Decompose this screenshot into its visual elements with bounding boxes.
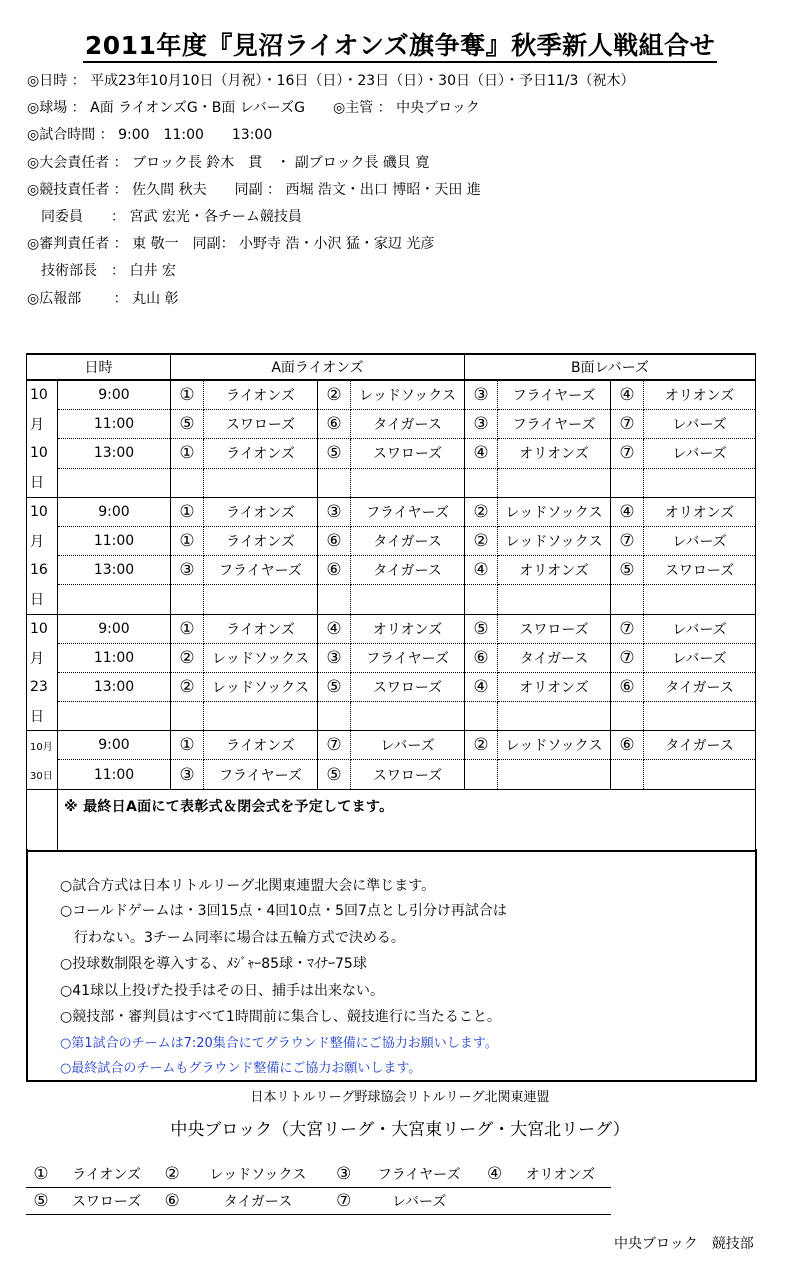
team-name: レッドソックス: [498, 497, 611, 526]
day-label: 10: [27, 380, 58, 410]
legend-team: オリオンズ: [510, 1161, 611, 1188]
team-name: ライオンズ: [204, 380, 318, 410]
team-number: ②: [171, 672, 204, 701]
day-label: 16: [27, 556, 58, 585]
team-name: [351, 468, 465, 497]
schedule-table: [26, 353, 756, 852]
header-court-b: B面レバーズ: [465, 354, 756, 380]
team-number: [318, 468, 351, 497]
day-label: 10: [27, 614, 58, 643]
ceremony-note-text: ※ 最終日A面にて表彰式＆閉会式を予定してます。: [64, 798, 394, 815]
schedule-row: [27, 439, 756, 468]
time-cell: 13:00: [58, 556, 171, 585]
team-number: ③: [465, 410, 498, 439]
team-number: ⑤: [465, 614, 498, 643]
legend-team: ライオンズ: [56, 1161, 157, 1188]
legend-number: ②: [157, 1161, 187, 1188]
info-pr: ◎広報部 ： 丸山 彰: [27, 290, 179, 307]
header-court-a: A面ライオンズ: [171, 354, 465, 380]
league-association: 日本リトルリーグ野球協会リトルリーグ北関東連盟: [250, 1090, 550, 1105]
time-cell: 11:00: [58, 643, 171, 672]
team-number: [318, 702, 351, 731]
team-name: [644, 702, 756, 731]
schedule-row: [27, 702, 756, 731]
team-number: [465, 702, 498, 731]
team-number: ④: [465, 672, 498, 701]
team-name: [644, 585, 756, 614]
schedule-row: [27, 614, 756, 643]
team-number: [318, 585, 351, 614]
rule-line: 行わない。3チーム同率に場合は五輪方式で決める。: [60, 930, 405, 946]
team-name: レッドソックス: [498, 731, 611, 760]
team-number: ⑤: [171, 410, 204, 439]
team-name: オリオンズ: [644, 497, 756, 526]
day-label: 10: [27, 439, 58, 468]
team-number: ①: [171, 497, 204, 526]
time-cell: 13:00: [58, 672, 171, 701]
day-label: 日: [27, 702, 58, 731]
document-title: 2011年度『見沼ライオンズ旗争奪』秋季新人戦組合せ: [0, 26, 800, 62]
team-name: タイガース: [644, 731, 756, 760]
team-name: オリオンズ: [498, 556, 611, 585]
info-tournament-director: ◎大会責任者 ： ブロック長 鈴木 貫 ・ 副ブロック長 磯貝 寛: [27, 154, 430, 171]
team-number: ①: [171, 614, 204, 643]
team-number: ⑥: [611, 731, 644, 760]
info-venue: ◎球場 ： A面 ライオンズG・B面 レバーズG ◎主管 ： 中央ブロック: [27, 100, 480, 117]
rule-line: ○最終試合のチームもグラウンド整備にご協力お願いします。: [60, 1061, 422, 1076]
schedule-row: [27, 380, 756, 410]
rule-line: ○41球以上投げた投手はその日、捕手は出来ない。: [60, 983, 385, 999]
day-label: 23: [27, 672, 58, 701]
day-label: 月: [27, 643, 58, 672]
info-competition-director: ◎競技責任者 ： 佐久間 秋夫 同副 ： 西堀 浩文・出口 博昭・天田 進: [27, 181, 481, 198]
team-number: ⑥: [318, 410, 351, 439]
info-committee: 同委員 ： 宮武 宏光・各チーム競技員: [27, 208, 302, 225]
schedule-row: [27, 643, 756, 672]
team-name: ライオンズ: [204, 497, 318, 526]
rule-line: ○競技部・審判員はすべて1時間前に集合し、競技進行に当たること。: [60, 1009, 501, 1025]
time-cell: 9:00: [58, 614, 171, 643]
team-number: ⑥: [318, 526, 351, 555]
team-number: ⑦: [318, 731, 351, 760]
team-name: レッドソックス: [204, 643, 318, 672]
team-number: ②: [465, 526, 498, 555]
team-number: [465, 468, 498, 497]
team-name: ライオンズ: [204, 614, 318, 643]
team-name: レッドソックス: [204, 672, 318, 701]
rules-box: [26, 849, 757, 1082]
team-name: タイガース: [351, 526, 465, 555]
time-cell: 9:00: [58, 380, 171, 410]
team-name: フライヤーズ: [204, 556, 318, 585]
team-name: オリオンズ: [351, 614, 465, 643]
team-name: レバーズ: [644, 614, 756, 643]
team-number: ①: [171, 526, 204, 555]
team-name: [644, 468, 756, 497]
team-name: [204, 468, 318, 497]
team-number: ③: [318, 643, 351, 672]
team-number: ⑦: [611, 410, 644, 439]
time-cell: 9:00: [58, 731, 171, 760]
team-number: ⑦: [611, 439, 644, 468]
schedule-row: [27, 585, 756, 614]
note-row: [27, 789, 756, 851]
legend-number: ⑤: [26, 1188, 56, 1215]
legend-number: ⑦: [329, 1188, 359, 1215]
schedule-row: [27, 672, 756, 701]
team-name: フライヤーズ: [498, 380, 611, 410]
team-number: ⑦: [611, 526, 644, 555]
team-number: [611, 468, 644, 497]
team-number: ④: [611, 380, 644, 410]
schedule-header-row: [27, 354, 756, 380]
tournament-info: [27, 68, 634, 313]
team-number: [611, 760, 644, 789]
legend-number: ④: [480, 1161, 510, 1188]
legend-number: [480, 1188, 510, 1215]
team-name: [498, 468, 611, 497]
team-number: ④: [465, 439, 498, 468]
day-label: 日: [27, 468, 58, 497]
team-name: [498, 585, 611, 614]
team-name: レバーズ: [644, 439, 756, 468]
legend-row: [26, 1188, 611, 1215]
team-number: ③: [171, 760, 204, 789]
day-label: 10: [27, 497, 58, 526]
time-cell: 11:00: [58, 526, 171, 555]
team-number: ②: [465, 731, 498, 760]
footer-signature: 中央ブロック 競技部: [614, 1236, 754, 1252]
team-number: ②: [171, 643, 204, 672]
team-number: ⑥: [611, 672, 644, 701]
team-number: ⑤: [318, 760, 351, 789]
team-name: フライヤーズ: [498, 410, 611, 439]
info-technical-head: 技術部長 ： 白井 宏: [27, 263, 176, 280]
team-number: ④: [318, 614, 351, 643]
time-cell: 11:00: [58, 410, 171, 439]
ceremony-note: [58, 789, 756, 851]
team-name: レバーズ: [351, 731, 465, 760]
schedule-row: [27, 760, 756, 789]
team-number: ②: [318, 380, 351, 410]
note-spacer: [27, 789, 58, 851]
team-name: [644, 760, 756, 789]
team-name: タイガース: [644, 672, 756, 701]
team-name: スワローズ: [644, 556, 756, 585]
team-name: ライオンズ: [204, 526, 318, 555]
time-cell: [58, 468, 171, 497]
team-number: ⑥: [318, 556, 351, 585]
team-number: ⑤: [611, 556, 644, 585]
info-umpire-director: ◎審判責任者 ： 東 敬一 同副： 小野寺 浩・小沢 猛・家辺 光彦: [27, 236, 435, 253]
team-name: タイガース: [351, 410, 465, 439]
schedule-row: [27, 497, 756, 526]
legend-row: [26, 1161, 611, 1188]
info-dates: ◎日時 ： 平成23年10月10日（月祝）・16日（日）・23日（日）・30日（日）・予日11/3（祝木）: [27, 73, 635, 89]
team-name: [351, 585, 465, 614]
team-name: [351, 702, 465, 731]
team-number: ⑦: [611, 614, 644, 643]
team-name: オリオンズ: [644, 380, 756, 410]
team-name: レバーズ: [644, 410, 756, 439]
legend-team: スワローズ: [56, 1188, 157, 1215]
legend-team: タイガース: [187, 1188, 329, 1215]
team-legend: [26, 1161, 611, 1215]
team-number: ⑤: [318, 439, 351, 468]
schedule-row: [27, 526, 756, 555]
day-label: 10月: [27, 731, 58, 760]
team-name: オリオンズ: [498, 439, 611, 468]
legend-number: ③: [329, 1161, 359, 1188]
rule-line: ○投球数制限を導入する、ﾒｼﾞｬｰ85球・ﾏｲﾅｰ75球: [60, 956, 367, 972]
team-number: [171, 702, 204, 731]
team-name: レバーズ: [644, 643, 756, 672]
schedule-row: [27, 556, 756, 585]
time-cell: [58, 585, 171, 614]
day-label: 月: [27, 410, 58, 439]
legend-number: ⑥: [157, 1188, 187, 1215]
team-number: [171, 468, 204, 497]
legend-team: フライヤーズ: [359, 1161, 480, 1188]
legend-team: レッドソックス: [187, 1161, 329, 1188]
team-name: レッドソックス: [498, 526, 611, 555]
time-cell: 9:00: [58, 497, 171, 526]
schedule-row: [27, 468, 756, 497]
legend-team: レバーズ: [359, 1188, 480, 1215]
team-number: ①: [171, 439, 204, 468]
team-number: [171, 585, 204, 614]
team-name: ライオンズ: [204, 439, 318, 468]
team-name: レバーズ: [644, 526, 756, 555]
team-number: ⑦: [611, 643, 644, 672]
team-name: ライオンズ: [204, 731, 318, 760]
team-name: スワローズ: [351, 760, 465, 789]
team-number: [611, 585, 644, 614]
team-number: ①: [171, 380, 204, 410]
day-label: 月: [27, 526, 58, 555]
team-name: タイガース: [351, 556, 465, 585]
team-number: [465, 585, 498, 614]
header-date: 日時: [27, 354, 171, 380]
team-name: レッドソックス: [351, 380, 465, 410]
team-number: ⑤: [318, 672, 351, 701]
legend-number: ①: [26, 1161, 56, 1188]
time-cell: 11:00: [58, 760, 171, 789]
team-number: ③: [465, 380, 498, 410]
team-number: ⑥: [465, 643, 498, 672]
team-name: [498, 760, 611, 789]
team-name: フライヤーズ: [351, 643, 465, 672]
team-name: フライヤーズ: [204, 760, 318, 789]
team-name: スワローズ: [351, 439, 465, 468]
team-name: [204, 585, 318, 614]
team-number: [611, 702, 644, 731]
team-name: [204, 702, 318, 731]
rule-line: ○試合方式は日本リトルリーグ北関東連盟大会に準じます。: [60, 878, 436, 894]
team-name: [498, 702, 611, 731]
team-number: ③: [318, 497, 351, 526]
team-number: ③: [171, 556, 204, 585]
schedule-row: [27, 410, 756, 439]
rule-line: ○第1試合のチームは7:20集合にてグラウンド整備にご協力お願いします。: [60, 1036, 498, 1051]
team-name: タイガース: [498, 643, 611, 672]
team-number: ④: [611, 497, 644, 526]
time-cell: [58, 702, 171, 731]
day-label: 日: [27, 585, 58, 614]
team-name: フライヤーズ: [351, 497, 465, 526]
team-number: [465, 760, 498, 789]
team-number: ①: [171, 731, 204, 760]
team-number: ②: [465, 497, 498, 526]
block-name: 中央ブロック（大宮リーグ・大宮東リーグ・大宮北リーグ）: [170, 1120, 630, 1140]
info-game-times: ◎試合時間 ： 9:00 11:00 13:00: [27, 127, 273, 144]
rule-line: ○コールドゲームは・3回15点・4回10点・5回7点とし引分け再試合は: [60, 903, 507, 919]
day-label: 30日: [27, 760, 58, 789]
team-number: ④: [465, 556, 498, 585]
team-name: スワローズ: [498, 614, 611, 643]
legend-team: [510, 1188, 611, 1215]
team-name: スワローズ: [351, 672, 465, 701]
team-name: オリオンズ: [498, 672, 611, 701]
time-cell: 13:00: [58, 439, 171, 468]
schedule-row: [27, 731, 756, 760]
team-name: スワローズ: [204, 410, 318, 439]
